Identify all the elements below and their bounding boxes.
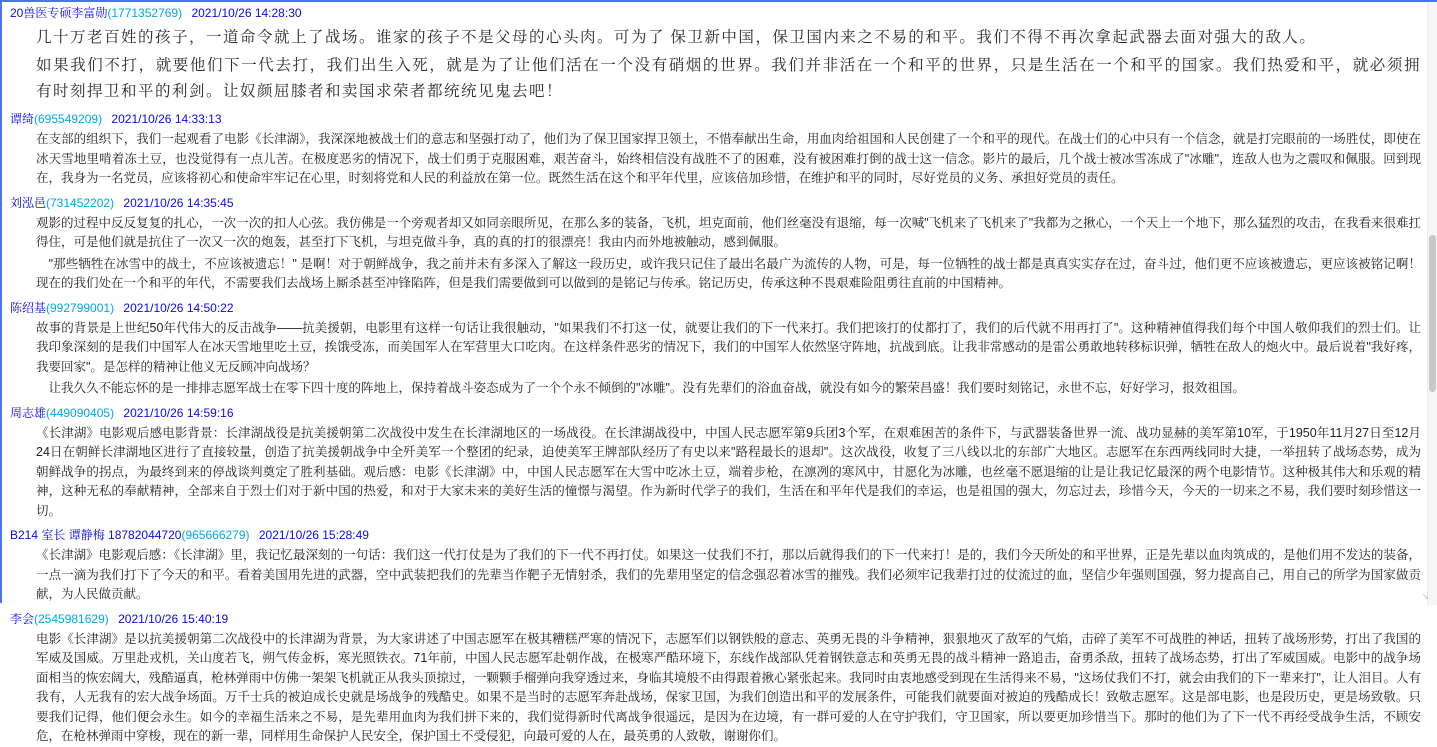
message-header <box>2 2 1437 23</box>
message-paragraph: 《长津湖》电影观后感电影背景：长津湖战役是抗美援朝第二次战役中发生在长津湖地区的一场战役。在长津湖战役中，中国人民志愿军第9兵团3个军，在艰难困苦的条件下，与武器装备世界一流、战功显赫的美军第10军，于1950年11月27日至12月24日在朝鲜长津湖地区进行了直接较量，创造了抗美援朝战争中全歼美军一个整团的纪录，迫使美军王牌部队经历了有史以来"路程最长的退却"。这次战役，收复了三八线以北的东部广大地区。志愿军在东西两线同时大捷，一举扭转了战场态势，成为朝鲜战争的拐点，为最终到来的停战谈判奠定了胜利基础。观后感：电影《长津湖》中，中国人民志愿军在大雪中吃冰土豆，端着步枪，在凛冽的寒风中，甘愿化为冰雕，也丝毫不愿退缩的让是让我记忆最深的两个电影情节。这种极其伟大和乐观的精神，这种无私的奉献精神，全部来自于烈士们对于新中国的热爱，和对于大家未来的美好生活的憧憬与渴望。作为新时代学子的我们，生活在和平年代是我们的幸运，也是祖国的强大，勿忘过去，珍惜今天，今天的一切来之不易，我们要时刻珍惜这一切。 <box>36 425 1421 518</box>
message-timestamp: 2021/10/26 15:28:49 <box>258 528 369 542</box>
chat-message <box>2 192 1437 294</box>
message-body <box>2 25 1437 105</box>
message-timestamp: 2021/10/26 14:35:45 <box>123 195 234 210</box>
message-header <box>2 608 1437 629</box>
message-body <box>2 214 1437 294</box>
message-body <box>2 130 1437 189</box>
message-header <box>2 402 1437 423</box>
chat-message <box>2 297 1437 399</box>
message-timestamp: 2021/10/26 14:59:16 <box>123 405 234 420</box>
message-paragraph: 让我久久不能忘怀的是一排排志愿军战士在零下四十度的阵地上，保持着战斗姿态成为了一个个永不倾倒的"冰雕"。没有先辈们的浴血奋战，就没有如今的繁荣昌盛！我们要时刻铭记，永世不忘，好好学习，报效祖国。 <box>36 381 1245 395</box>
message-header <box>2 108 1437 129</box>
message-body <box>2 319 1437 399</box>
message-author[interactable]: 李会 <box>10 611 35 626</box>
chat-message <box>2 402 1437 522</box>
message-paragraph: 《长津湖》电影观后感：《长津湖》里，我记忆最深刻的一句话：我们这一代打仗是为了我们的下一代不再打仗。如果这一仗我们不打，那以后就得我们的下一代来打！是的，我们今天所处的和平世界，正是先辈以血肉筑成的，是他们用不发达的装备，一点一滴为我们打下了今天的和平。看着美国用先进的武器，空中武装把我们的先辈当作靶子无情射杀，我们的先辈用坚定的信念强忍着冰雪的摧残。我们必须牢记我辈打过的仗流过的血，坚信少年强则国强，努力提高自己，用自己的所学为国家做贡献，为人民做贡献。 <box>36 548 1421 601</box>
message-author-id: (1771352769) <box>107 6 183 20</box>
message-author-id: (449090405) <box>46 405 115 420</box>
message-paragraph: 在支部的组织下，我们一起观看了电影《长津湖》，我深深地被战士们的意志和坚强打动了，他们为了保卫国家捍卫领土，不惜奉献出生命，用血肉给祖国和人民创建了一个和平的现代。在战士们的心中只有一个信念，就是打完眼前的一场胜仗，即使在冰天雪地里啃着冻土豆，也没觉得有一点儿苦。在极度恶劣的情况下，战士们勇于克服困难，艰苦奋斗，始终相信没有战胜不了的困难，没有被困难打倒的战士这一信念。影片的最后，几个战士被冰雪冻成了"冰雕"，连敌人也为之震叹和佩服。回到现在，我身为一名党员，应该将初心和使命牢牢记在心里，时刻将党和人民的利益放在第一位。既然生活在这个和平年代里，应该倍加珍惜，在维护和平的同时，尽好党员的义务、承担好党员的责任。 <box>36 132 1421 185</box>
message-author[interactable]: 20兽医专硕李富勋 <box>10 6 108 20</box>
message-author[interactable]: 刘泓邑 <box>10 195 47 210</box>
chat-message <box>2 2 1437 105</box>
message-body <box>2 424 1437 522</box>
message-author[interactable]: B214 室长 谭静梅 18782044720 <box>10 528 182 542</box>
message-body <box>2 630 1437 747</box>
message-author-id: (965666279) <box>181 528 250 542</box>
message-author-id: (992799001) <box>46 300 115 315</box>
message-timestamp: 2021/10/26 14:28:30 <box>191 6 302 20</box>
chat-message <box>2 108 1437 189</box>
message-author-id: (2545981629) <box>34 611 109 626</box>
message-author[interactable]: 周志雄 <box>10 405 47 420</box>
message-header <box>2 524 1437 545</box>
message-body <box>2 546 1437 605</box>
message-paragraph: "那些牺牲在冰雪中的战士，不应该被遗忘！" 是啊！对于朝鲜战争，我之前并未有多深入了解这一段历史，或许我只记住了最出名最广为流传的人物，可是，每一位牺牲的战士都是真真实实存在过，奋斗过，他们更不应该被遗忘，更应该被铭记啊！现在的我们处在一个和平的年代，不需要我们去战场上厮杀甚至冲锋陷阵，但是我们需要做到可以做到的是铭记与传承。铭记历史，传承这种不畏艰难险阻勇往直前的中国精神。 <box>36 256 1421 290</box>
message-paragraph: 电影《长津湖》是以抗美援朝第二次战役中的长津湖为背景，为大家讲述了中国志愿军在极其糟糕严寒的情况下，志愿军们以钢铁般的意志、英勇无畏的斗争精神，狠狠地灭了敌军的气焰，击碎了美军不可战胜的神话，扭转了战场形势，打出了我国的军威及国威。万里赴戎机，关山度若飞，朔气传金柝，寒光照铁衣。71年前，中国人民志愿军赴朝作战，在极寒严酷环境下，东线作战部队凭着钢铁意志和英勇无畏的战斗精神一路追击，奋勇杀敌，扭转了战场态势，打出了军威国威。电影中的战争场面相当的恢宏阔大，残酷逼真，枪林弹雨中仿佛一架架飞机就正从我头顶掠过，一颗颗手榴弹向我穿透过来，身临其境般不由得跟着揪心紧张起来。我同时由衷地感受到现在生活得来不易，"这场仗我们不打，就会由我们的下一辈来打"，让人泪目。人有我有，人无我有的宏大战争场面。万千士兵的被迫成长史就是场战争的残酷史。如果不是当时的志愿军奔赴战场，保家卫国，为我们创造出和平的发展条件，可能我们就要面对被迫的残酷成长！致敬志愿军。这是部电影，也是段历史，更是场致敬。只要我们记得，他们便会永生。如今的幸福生活来之不易，是先辈用血肉为我们拼下来的，我们觉得新时代离战争很遥远，是因为在边境，有一群可爱的人在守护我们，守卫国家，所以要更加珍惜当下。那时的他们为了下一代不再经受战争生活，不顾安危，在枪林弹雨中穿梭，现在的新一辈，同样用生命保护人民安全，保护国土不受侵犯，向最可爱的人在，最英勇的人致敬，谢谢你们。 <box>36 631 1421 743</box>
message-author[interactable]: 陈绍基 <box>10 300 47 315</box>
chat-log <box>2 2 1437 743</box>
vertical-scrollbar-thumb[interactable] <box>1429 235 1436 392</box>
message-author[interactable]: 谭绮 <box>10 112 35 126</box>
message-author-id: (695549209) <box>34 112 103 126</box>
message-timestamp: 2021/10/26 15:40:19 <box>118 611 229 626</box>
message-header <box>2 192 1437 213</box>
chat-message <box>2 608 1437 747</box>
message-paragraph: 如果我们不打，就要他们下一代去打，我们出生入死，就是为了让他们活在一个没有硝烟的世界。我们并非活在一个和平的世界，只是生活在一个和平的国家。我们热爱和平，就必须拥有时刻捍卫和平的利剑。让奴颜屈膝者和卖国求荣者都统统见鬼去吧！ <box>36 57 1421 100</box>
message-header <box>2 297 1437 318</box>
message-timestamp: 2021/10/26 14:50:22 <box>123 300 234 315</box>
message-paragraph: 几十万老百姓的孩子，一道命令就上了战场。谁家的孩子不是父母的心头肉。可为了 保卫新中国，保卫国内来之不易的和平。我们不得不再次拿起武器去面对强大的敌人。 <box>36 29 1317 46</box>
message-timestamp: 2021/10/26 14:33:13 <box>111 112 222 126</box>
scroll-corner-mark: ↘ <box>1421 591 1427 601</box>
message-author-id: (731452202) <box>46 195 115 210</box>
message-paragraph: 观影的过程中反反复复的扎心，一次一次的扣人心弦。我仿佛是一个旁观者却又如同亲眼所见，在那么多的装备，飞机，坦克面前，他们丝毫没有退缩，每一次喊"飞机来了飞机来了"我都为之揪心，一个天上一个地下，那么猛烈的攻击，在我看来很难扛得住，可是他们就是抗住了一次又一次的炮轰，甚至打下飞机，与坦克做斗争，真的真的打的很漂亮！我由内而外地被触动，感到佩服。 <box>36 215 1421 249</box>
vertical-scrollbar-track[interactable] <box>1427 2 1437 605</box>
chat-message <box>2 524 1437 605</box>
message-paragraph: 故事的背景是上世纪50年代伟大的反击战争——抗美援朝，电影里有这样一句话让我很触动，"如果我们不打这一仗，就要让我们的下一代来打。我们把该打的仗都打了，我们的后代就不用再打了"。这种精神值得我们每个中国人敬仰我们的烈士们。让我印象深刻的是我们中国军人在冰天雪地里吃土豆，挨饿受冻，而美国军人在军营里大口吃肉。在这样条件恶劣的情况下，我们的中国军人依然坚守阵地，抗战到底。让我非常感动的是雷公勇敢地转移标识弹，牺牲在敌人的炮火中。最后说着"我好疼，我要回家"。是怎样的精神让他义无反顾冲向战场？ <box>36 320 1421 374</box>
